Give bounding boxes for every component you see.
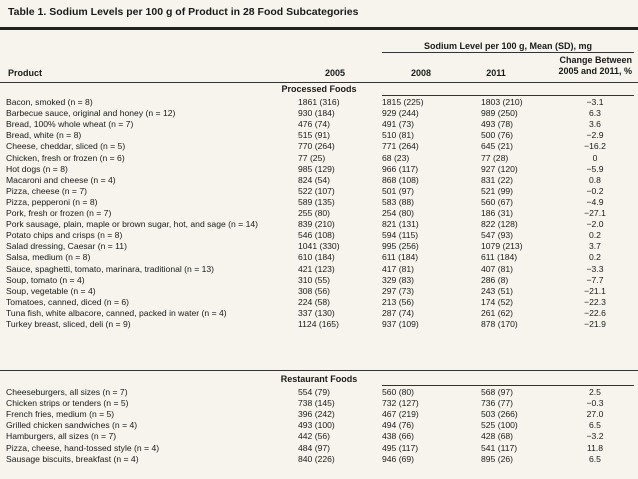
- change-cell: 27.0: [586, 409, 604, 420]
- value-2008-cell: 1815 (225): [382, 97, 424, 107]
- value-2005-cell: 255 (80): [298, 208, 331, 218]
- value-2005-cell: 985 (129): [298, 163, 335, 174]
- header-divider: [382, 52, 634, 53]
- value-2005-cell: 839 (210): [298, 219, 335, 230]
- table-row: [0, 153, 638, 164]
- value-2008-cell: 467 (219): [382, 409, 419, 420]
- change-cell: 0.2: [589, 252, 601, 263]
- value-2005-cell: 493 (100): [298, 420, 335, 431]
- change-cell: −3.3: [586, 263, 604, 274]
- value-2011-cell: 547 (93): [481, 230, 514, 241]
- value-2011-cell: 261 (62): [481, 307, 514, 318]
- section-header: Processed Foods: [281, 84, 357, 94]
- value-2008-cell: 438 (66): [382, 431, 415, 442]
- change-cell: 6.3: [589, 108, 601, 119]
- table-title: Table 1. Sodium Levels per 100 g of Product in 28 Food Subcategories: [8, 6, 359, 18]
- value-2008-cell: 946 (69): [382, 453, 415, 464]
- value-2008-cell: 417 (81): [382, 263, 415, 274]
- change-cell: −2.9: [586, 130, 604, 141]
- year-2011-header: 2011: [486, 68, 506, 78]
- product-cell: Barbecue sauce, original and honey (n = 12): [6, 108, 176, 119]
- change-cell: −3.2: [586, 431, 604, 442]
- value-2011-cell: 895 (26): [481, 453, 514, 464]
- product-cell: Tomatoes, canned, diced (n = 6): [6, 296, 130, 307]
- table-row: [0, 297, 638, 308]
- product-cell: Bread, white (n = 8): [6, 130, 82, 141]
- section-header: Restaurant Foods: [280, 374, 358, 384]
- table-row: [0, 409, 638, 420]
- product-cell: Hot dogs (n = 8): [6, 163, 68, 174]
- value-2011-cell: 831 (22): [481, 174, 514, 185]
- value-2011-cell: 428 (68): [481, 431, 514, 442]
- change-cell: −3.1: [586, 97, 604, 107]
- change-cell: −21.9: [584, 319, 606, 329]
- value-2008-cell: 929 (244): [382, 108, 419, 119]
- product-cell: Pizza, cheese, hand-tossed style (n = 4): [6, 442, 160, 453]
- table-row: [0, 164, 638, 175]
- value-2011-cell: 77 (28): [481, 152, 509, 163]
- value-2005-cell: 476 (74): [298, 119, 331, 130]
- change-cell: −0.2: [586, 185, 604, 196]
- product-cell: Grilled chicken sandwiches (n = 4): [6, 420, 138, 431]
- value-2011-cell: 286 (8): [481, 274, 509, 285]
- value-2011-cell: 243 (51): [481, 285, 514, 296]
- product-cell: Chicken, fresh or frozen (n = 6): [6, 152, 125, 163]
- value-2005-cell: 484 (97): [298, 442, 331, 453]
- value-2011-cell: 568 (97): [481, 387, 514, 397]
- value-2011-cell: 186 (31): [481, 208, 514, 218]
- table-row: [0, 241, 638, 252]
- product-cell: Salad dressing, Caesar (n = 11): [6, 241, 127, 252]
- value-2005-cell: 770 (264): [298, 141, 335, 152]
- table-row: [0, 97, 638, 108]
- change-cell: −22.3: [584, 296, 606, 307]
- value-2005-cell: 1124 (165): [298, 319, 339, 329]
- product-cell: Pizza, pepperoni (n = 8): [6, 196, 98, 207]
- product-cell: Potato chips and crisps (n = 8): [6, 230, 123, 241]
- table-row: [0, 264, 638, 275]
- value-2011-cell: 541 (117): [481, 442, 518, 453]
- section-divider: [382, 385, 634, 386]
- product-cell: French fries, medium (n = 5): [6, 409, 115, 420]
- product-cell: Bread, 100% whole wheat (n = 7): [6, 119, 134, 130]
- change-cell: −21.1: [584, 285, 606, 296]
- value-2005-cell: 930 (184): [298, 108, 335, 119]
- table-row: [0, 108, 638, 119]
- table-row: [0, 141, 638, 152]
- value-2011-cell: 645 (21): [481, 141, 514, 152]
- change-cell: 3.6: [589, 119, 601, 130]
- value-2008-cell: 560 (80): [382, 387, 415, 397]
- change-cell: 11.8: [586, 442, 604, 453]
- value-2011-cell: 503 (266): [481, 409, 518, 420]
- value-2011-cell: 493 (78): [481, 119, 514, 130]
- value-2005-cell: 824 (54): [298, 174, 331, 185]
- value-2008-cell: 868 (108): [382, 174, 419, 185]
- table-row: [0, 175, 638, 186]
- value-2008-cell: 594 (115): [382, 230, 419, 241]
- value-2008-cell: 329 (83): [382, 274, 415, 285]
- change-cell: −2.0: [586, 219, 604, 230]
- value-2008-cell: 254 (80): [382, 208, 415, 218]
- value-2008-cell: 494 (76): [382, 420, 415, 431]
- value-2008-cell: 821 (131): [382, 219, 419, 230]
- change-cell: 0: [592, 152, 598, 163]
- value-2005-cell: 515 (91): [298, 130, 331, 141]
- product-cell: Sausage biscuits, breakfast (n = 4): [6, 453, 139, 464]
- value-2005-cell: 554 (79): [298, 387, 331, 397]
- table-row: [0, 119, 638, 130]
- value-2011-cell: 611 (184): [481, 252, 518, 263]
- value-2008-cell: 510 (81): [382, 130, 415, 141]
- table-row: [0, 319, 638, 330]
- value-2008-cell: 501 (97): [382, 185, 415, 196]
- table-row: [0, 275, 638, 286]
- table-row: [0, 208, 638, 219]
- value-2008-cell: 937 (109): [382, 319, 419, 329]
- table-row: [0, 420, 638, 431]
- value-2005-cell: 589 (135): [298, 196, 335, 207]
- change-header-line1: Change Between: [559, 55, 632, 65]
- value-2005-cell: 1041 (330): [298, 241, 340, 252]
- sodium-level-header: Sodium Level per 100 g, Mean (SD), mg: [423, 41, 593, 51]
- value-2005-cell: 421 (123): [298, 263, 335, 274]
- value-2008-cell: 611 (184): [382, 252, 419, 263]
- product-cell: Cheeseburgers, all sizes (n = 7): [6, 387, 128, 397]
- year-2008-header: 2008: [410, 68, 432, 78]
- product-cell: Turkey breast, sliced, deli (n = 9): [6, 319, 131, 329]
- value-2005-cell: 738 (145): [298, 398, 335, 409]
- change-cell: 2.5: [589, 387, 601, 397]
- change-cell: 6.5: [589, 420, 601, 431]
- value-2011-cell: 1079 (213): [481, 241, 523, 252]
- value-2005-cell: 546 (108): [298, 230, 335, 241]
- product-cell: Pork, fresh or frozen (n = 7): [6, 208, 112, 218]
- value-2005-cell: 522 (107): [298, 185, 335, 196]
- change-cell: −22.6: [584, 307, 606, 318]
- value-2011-cell: 1803 (210): [481, 97, 523, 107]
- change-cell: 3.7: [589, 241, 601, 252]
- change-cell: 6.5: [589, 453, 601, 464]
- value-2005-cell: 610 (184): [298, 252, 335, 263]
- table-row: [0, 252, 638, 263]
- product-cell: Soup, vegetable (n = 4): [6, 285, 96, 296]
- value-2011-cell: 407 (81): [481, 263, 514, 274]
- value-2008-cell: 966 (117): [382, 163, 419, 174]
- product-column-header: Product: [8, 68, 43, 78]
- value-2005-cell: 310 (55): [298, 274, 331, 285]
- value-2011-cell: 736 (77): [481, 398, 514, 409]
- product-cell: Hamburgers, all sizes (n = 7): [6, 431, 117, 442]
- value-2011-cell: 174 (52): [481, 296, 514, 307]
- table-row: [0, 286, 638, 297]
- value-2008-cell: 732 (127): [382, 398, 419, 409]
- product-cell: Pork sausage, plain, maple or brown sugar, hot, and sage (n = 14): [6, 219, 258, 230]
- table-row: [0, 308, 638, 319]
- value-2008-cell: 491 (73): [382, 119, 415, 130]
- table-row: [0, 197, 638, 208]
- change-cell: −27.1: [584, 208, 606, 218]
- value-2005-cell: 77 (25): [298, 152, 326, 163]
- value-2008-cell: 287 (74): [382, 307, 415, 318]
- value-2005-cell: 442 (56): [298, 431, 331, 442]
- value-2005-cell: 308 (56): [298, 285, 331, 296]
- product-cell: Salsa, medium (n = 8): [6, 252, 91, 263]
- product-cell: Bacon, smoked (n = 8): [6, 97, 93, 107]
- product-cell: Cheese, cheddar, sliced (n = 5): [6, 141, 126, 152]
- value-2011-cell: 560 (67): [481, 196, 514, 207]
- table-row: [0, 230, 638, 241]
- value-2011-cell: 525 (100): [481, 420, 518, 431]
- change-cell: −4.9: [586, 196, 604, 207]
- table-row: [0, 454, 638, 465]
- change-cell: −5.9: [586, 163, 604, 174]
- product-cell: Chicken strips or tenders (n = 5): [6, 398, 129, 409]
- product-cell: Pizza, cheese (n = 7): [6, 185, 87, 196]
- top-rule: [0, 27, 638, 30]
- column-header-rule: [0, 82, 638, 83]
- product-cell: Macaroni and cheese (n = 4): [6, 174, 116, 185]
- value-2011-cell: 822 (128): [481, 219, 518, 230]
- value-2008-cell: 68 (23): [382, 152, 410, 163]
- value-2011-cell: 927 (120): [481, 163, 518, 174]
- value-2011-cell: 521 (99): [481, 185, 514, 196]
- value-2008-cell: 213 (56): [382, 296, 415, 307]
- table-row: [0, 443, 638, 454]
- section-separator: [0, 370, 638, 371]
- change-cell: −16.2: [584, 141, 606, 152]
- value-2005-cell: 396 (242): [298, 409, 335, 420]
- value-2008-cell: 297 (73): [382, 285, 415, 296]
- table-row: [0, 130, 638, 141]
- value-2008-cell: 771 (264): [382, 141, 419, 152]
- value-2011-cell: 878 (170): [481, 319, 518, 329]
- change-column-header: [558, 55, 632, 77]
- table-row: [0, 186, 638, 197]
- table-row: [0, 387, 638, 398]
- change-cell: 0.8: [589, 174, 601, 185]
- change-header-line2: 2005 and 2011, %: [558, 66, 632, 76]
- year-2005-header: 2005: [324, 68, 346, 78]
- change-cell: 0.2: [589, 230, 601, 241]
- section-divider: [382, 95, 634, 96]
- table-row: [0, 398, 638, 409]
- product-cell: Soup, tomato (n = 4): [6, 274, 85, 285]
- table-row: [0, 431, 638, 442]
- value-2011-cell: 989 (250): [481, 108, 518, 119]
- value-2011-cell: 500 (76): [481, 130, 514, 141]
- change-cell: −0.3: [586, 398, 604, 409]
- value-2008-cell: 583 (88): [382, 196, 415, 207]
- value-2008-cell: 995 (256): [382, 241, 419, 252]
- value-2005-cell: 1861 (316): [298, 97, 340, 107]
- value-2008-cell: 495 (117): [382, 442, 419, 453]
- product-cell: Sauce, spaghetti, tomato, marinara, traditional (n = 13): [6, 263, 215, 274]
- value-2005-cell: 224 (58): [298, 296, 331, 307]
- table-row: [0, 219, 638, 230]
- value-2005-cell: 840 (226): [298, 453, 335, 464]
- value-2005-cell: 337 (130): [298, 307, 335, 318]
- change-cell: −7.7: [586, 274, 604, 285]
- product-cell: Tuna fish, white albacore, canned, packed in water (n = 4): [6, 307, 227, 318]
